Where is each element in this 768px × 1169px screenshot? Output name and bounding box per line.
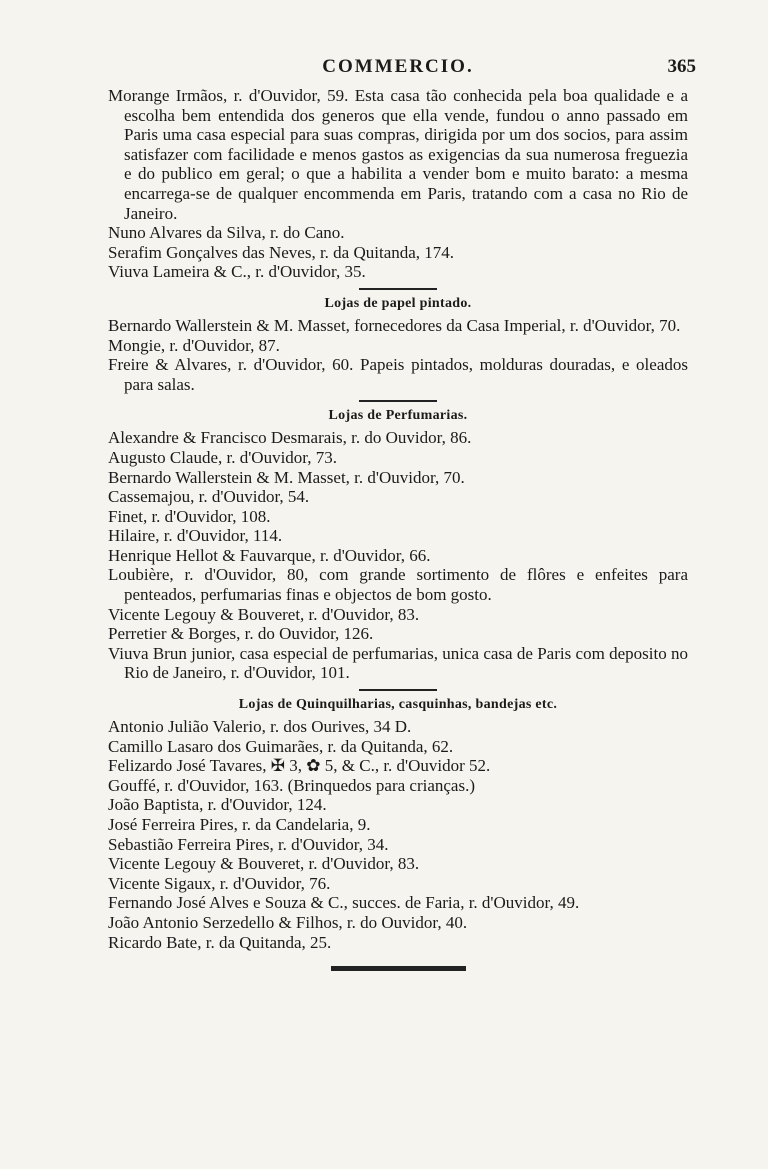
list-item: Alexandre & Francisco Desmarais, r. do Ouvidor, 86.: [108, 428, 472, 448]
list-item: Antonio Julião Valerio, r. dos Ourives, 34 D.: [108, 717, 412, 737]
list-item: Bernardo Wallerstein & M. Masset, r. d'Ouvidor, 70.: [108, 467, 465, 487]
list-item: Vicente Legouy & Bouveret, r. d'Ouvidor, 83.: [108, 854, 420, 874]
section-list-perfumarias: [108, 428, 688, 683]
list-item: Augusto Claude, r. d'Ouvidor, 73.: [108, 447, 338, 467]
page-number: 365: [667, 56, 696, 77]
page-header: [108, 52, 696, 86]
list-item: Vicente Sigaux, r. d'Ouvidor, 76.: [108, 873, 331, 893]
section-divider: [359, 400, 437, 402]
list-item: Freire & Alvares, r. d'Ouvidor, 60. Papeis pintados, molduras douradas, e oleados para salas.: [108, 355, 688, 394]
list-item: Hilaire, r. d'Ouvidor, 114.: [108, 526, 283, 546]
list-item: Finet, r. d'Ouvidor, 108.: [108, 506, 271, 526]
list-item: Serafim Gonçalves das Neves, r. da Quitanda, 174.: [108, 242, 455, 262]
list-item: Mongie, r. d'Ouvidor, 87.: [108, 335, 280, 355]
section-heading-papel-pintado: Lojas de papel pintado.: [324, 295, 472, 311]
list-item: Bernardo Wallerstein & M. Masset, fornecedores da Casa Imperial, r. d'Ouvidor, 70.: [108, 315, 681, 335]
list-item: João Baptista, r. d'Ouvidor, 124.: [108, 795, 327, 815]
list-item: Vicente Legouy & Bouveret, r. d'Ouvidor, 83.: [108, 604, 420, 624]
intro-list: [108, 86, 688, 282]
section-divider: [359, 288, 437, 290]
list-item: João Antonio Serzedello & Filhos, r. do Ouvidor, 40.: [108, 912, 468, 932]
list-item: Loubière, r. d'Ouvidor, 80, com grande sortimento de flôres e enfeites para penteados, perfumarias finas e objectos de bom gosto.: [108, 565, 688, 605]
list-item: José Ferreira Pires, r. da Candelaria, 9.: [108, 815, 371, 834]
section-list-papel-pintado: [108, 316, 688, 394]
section-heading-perfumarias: Lojas de Perfumarias.: [328, 408, 468, 424]
running-title: COMMERCIO.: [322, 56, 474, 77]
list-item: Fernando José Alves e Souza & C., succes. de Faria, r. d'Ouvidor, 49.: [108, 893, 580, 913]
list-item: Sebastião Ferreira Pires, r. d'Ouvidor, 34.: [108, 834, 389, 854]
list-item: Viuva Brun junior, casa especial de perfumarias, unica casa de Paris com deposito no Rio de Janeiro, r. d'Ouvidor, 101.: [108, 643, 688, 683]
list-item: Nuno Alvares da Silva, r. do Cano.: [108, 223, 345, 243]
section-divider: [359, 689, 437, 691]
list-item: Morange Irmãos, r. d'Ouvidor, 59. Esta casa tão conhecida pela boa qualidade e a escolha bem entendida dos generos que ella vende, fundou o anno passado em Paris uma casa especial para suas compras, dirigida por um dos socios, para assim satisfazer com facilidade e menos gastos as exigencias da sua numerosa freguezia e do publico em geral; o que a habilita a vender bom e muito barato: a mesma encarrega-se de qualquer encommenda em Paris, tratando com a casa no Rio de Janeiro.: [108, 86, 688, 223]
list-item: Viuva Lameira & C., r. d'Ouvidor, 35.: [108, 262, 366, 282]
list-item: Cassemajou, r. d'Ouvidor, 54.: [108, 487, 310, 507]
list-item: Gouffé, r. d'Ouvidor, 163. (Brinquedos para crianças.): [108, 775, 475, 795]
list-item: Camillo Lasaro dos Guimarães, r. da Quitanda, 62.: [108, 736, 454, 756]
list-item: Henrique Hellot & Fauvarque, r. d'Ouvidor, 66.: [108, 545, 431, 565]
end-divider: [331, 966, 466, 971]
list-item: Felizardo José Tavares, ✠ 3, ✿ 5, & C., r. d'Ouvidor 52.: [108, 756, 491, 776]
section-heading-quinquilharias: Lojas de Quinquilharias, casquinhas, bandejas etc.: [238, 697, 558, 713]
book-page: [108, 52, 696, 971]
section-list-quinquilharias: [108, 717, 688, 952]
list-item: Perretier & Borges, r. do Ouvidor, 126.: [108, 624, 374, 644]
list-item: Ricardo Bate, r. da Quitanda, 25.: [108, 932, 332, 952]
